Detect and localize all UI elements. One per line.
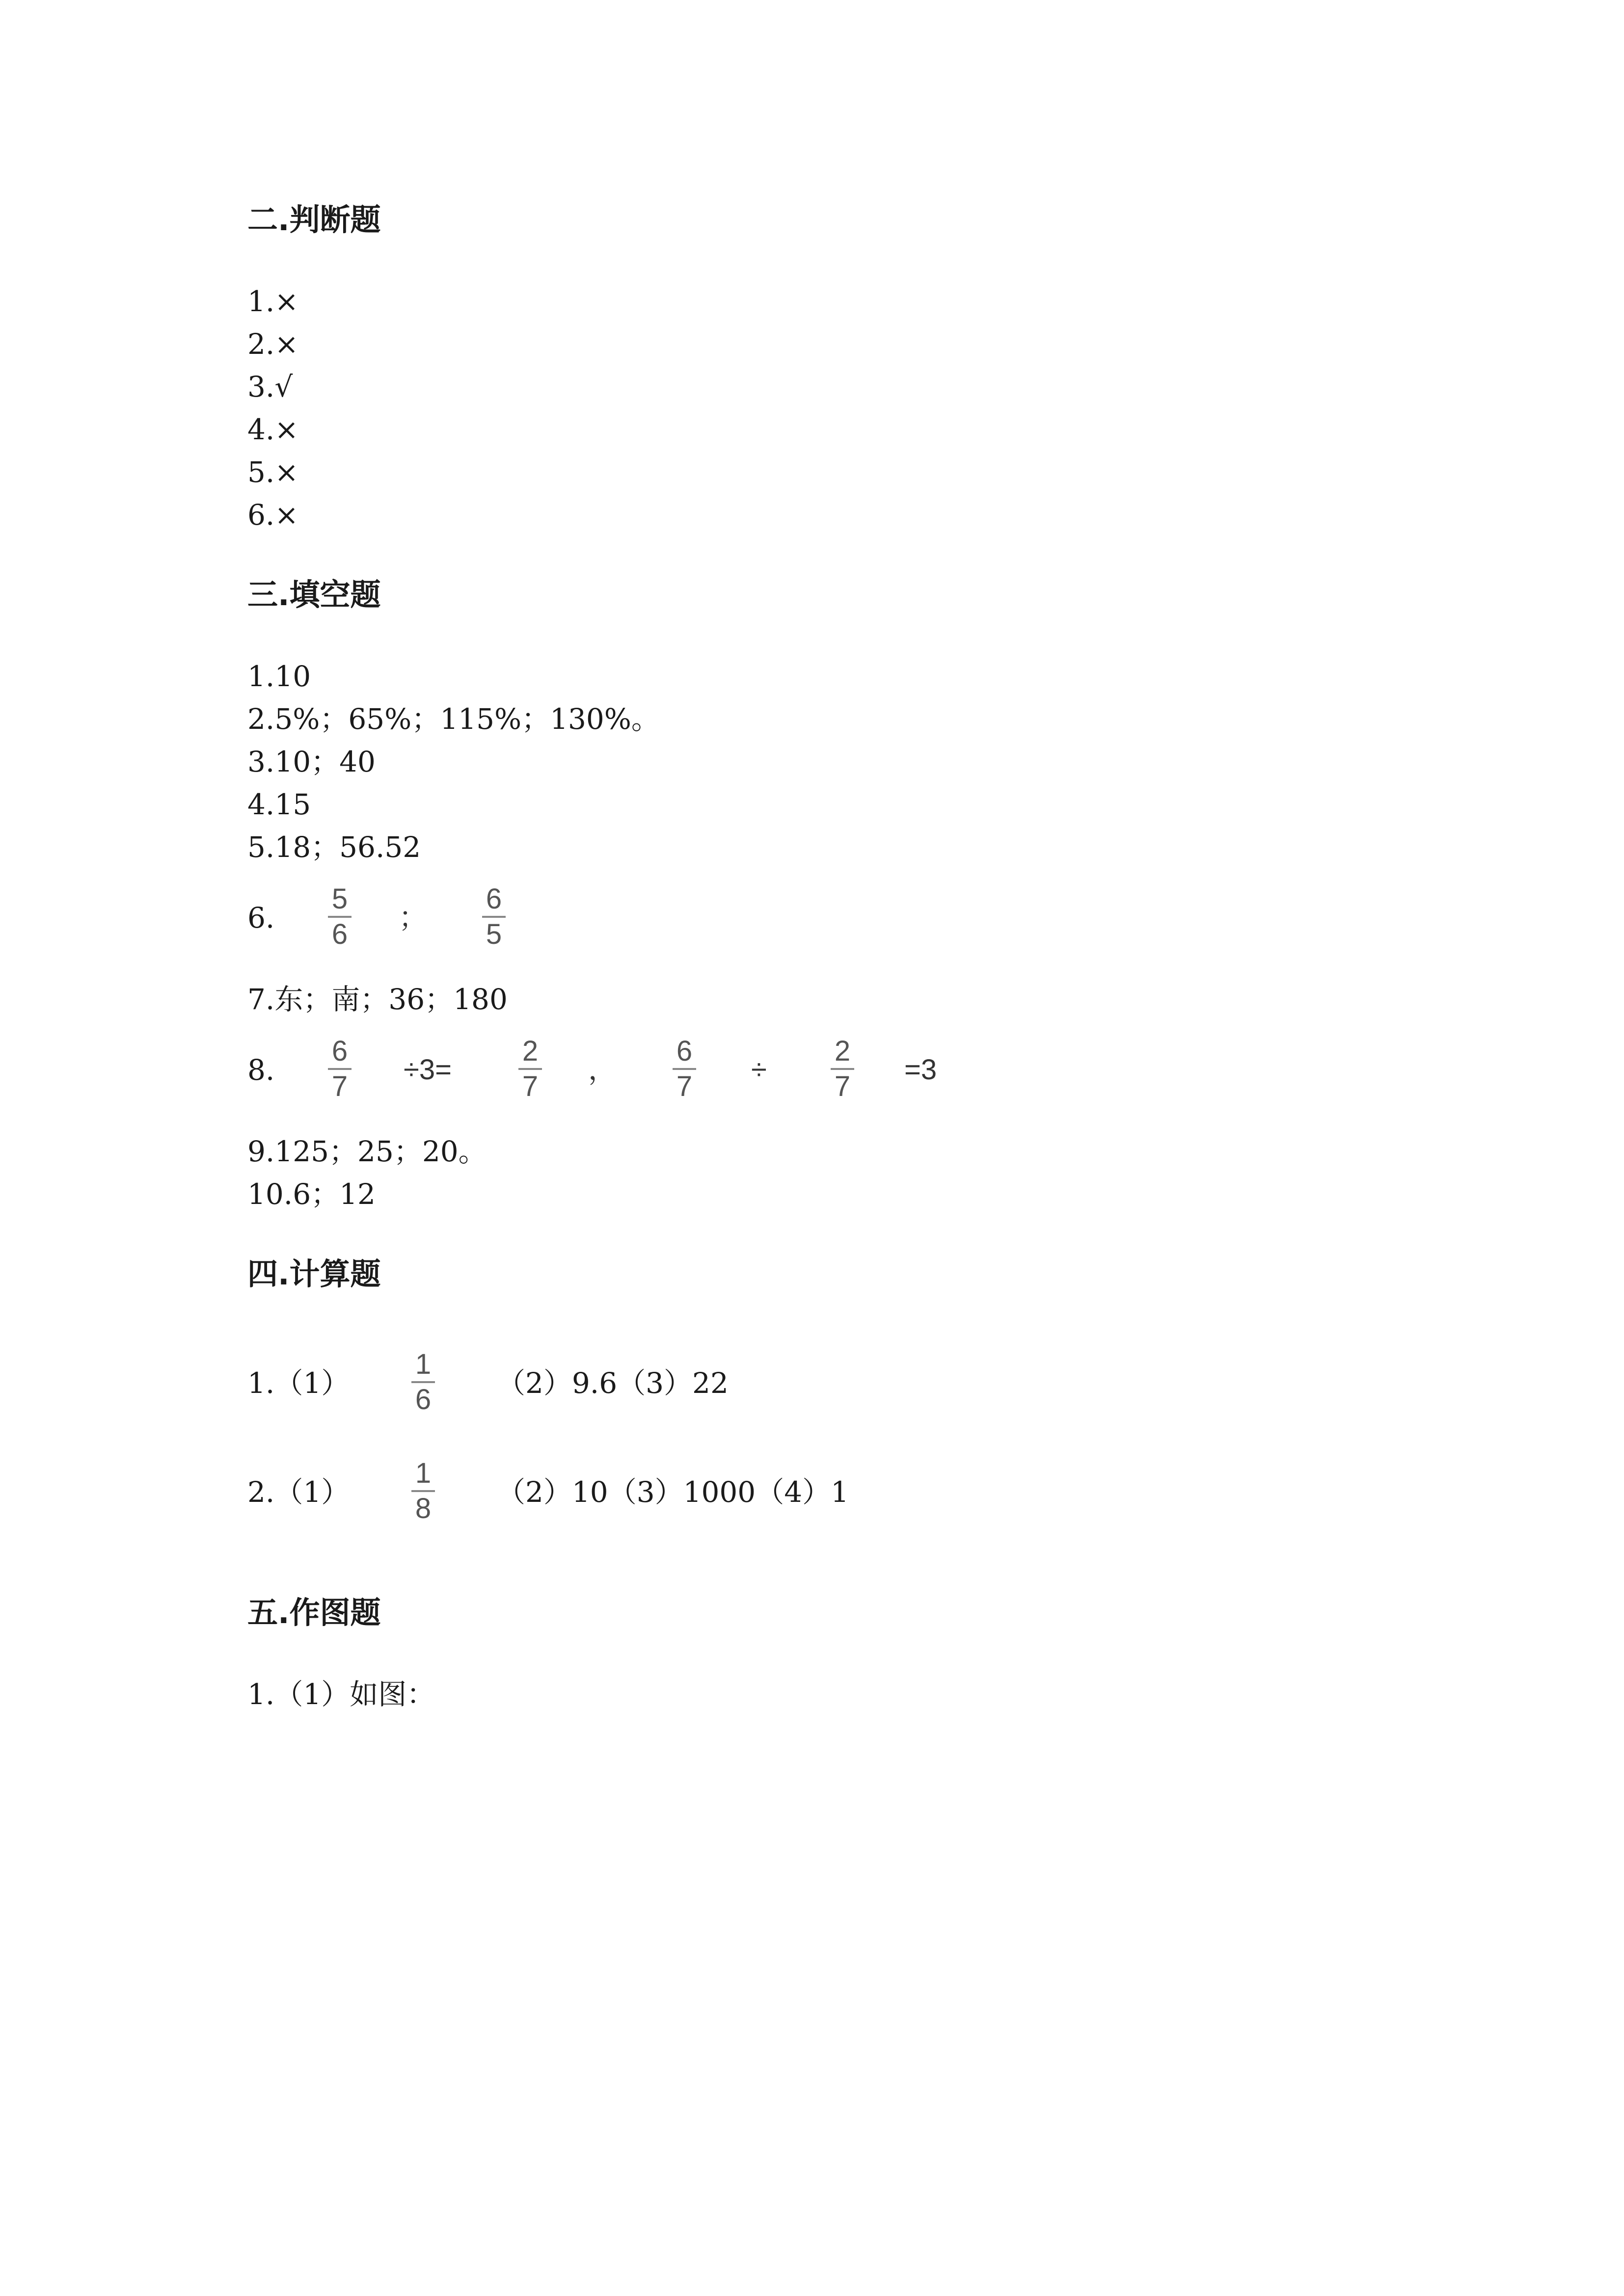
division-operator: ÷3= bbox=[404, 1054, 452, 1086]
comma: ， bbox=[588, 1054, 617, 1086]
section-title-fill: 三.填空题 bbox=[247, 577, 381, 613]
fraction-bar bbox=[411, 1490, 435, 1492]
fraction-denominator: 7 bbox=[676, 1070, 693, 1102]
fraction bbox=[829, 1036, 856, 1102]
fraction-numerator: 2 bbox=[834, 1035, 851, 1067]
judge-answer-5: 5.× bbox=[247, 455, 298, 489]
judge-answer-4: 4.× bbox=[247, 413, 298, 446]
judge-answer-2: 2.× bbox=[247, 327, 298, 361]
fill-answer-4: 4.15 bbox=[247, 788, 311, 821]
fraction-numerator: 5 bbox=[331, 883, 348, 915]
fraction-bar bbox=[328, 916, 352, 918]
section-title-judge: 二.判断题 bbox=[247, 202, 381, 238]
fill-answer-10: 10.6；12 bbox=[247, 1177, 376, 1211]
fraction bbox=[326, 1036, 353, 1102]
fraction bbox=[671, 1036, 698, 1102]
fraction-bar bbox=[328, 1068, 352, 1070]
calc-answer-1-label: 1.（1） bbox=[247, 1366, 350, 1400]
division-operator: ÷ bbox=[751, 1054, 767, 1086]
calc-answer-2-label: 2.（1） bbox=[247, 1475, 350, 1509]
equation-result: =3 bbox=[904, 1054, 937, 1086]
fraction-numerator: 1 bbox=[415, 1348, 432, 1380]
fraction-numerator: 1 bbox=[415, 1457, 432, 1489]
fraction-denominator: 8 bbox=[415, 1493, 432, 1524]
fraction bbox=[516, 1036, 544, 1102]
fraction-numerator: 6 bbox=[676, 1035, 693, 1067]
fraction-numerator: 2 bbox=[522, 1035, 539, 1067]
fill-answer-3: 3.10；40 bbox=[247, 745, 376, 778]
section-title-draw: 五.作图题 bbox=[247, 1595, 381, 1630]
fraction bbox=[480, 883, 508, 950]
calc-answer-1-rest: （2）9.6（3）22 bbox=[497, 1366, 729, 1400]
fraction bbox=[326, 883, 353, 950]
fraction-bar bbox=[482, 916, 506, 918]
section-title-calc: 四.计算题 bbox=[247, 1256, 381, 1292]
fraction-denominator: 7 bbox=[834, 1070, 851, 1102]
fraction-denominator: 6 bbox=[415, 1384, 432, 1415]
fraction-bar bbox=[673, 1068, 696, 1070]
fill-answer-9: 9.125；25；20。 bbox=[247, 1135, 487, 1168]
fraction-denominator: 7 bbox=[522, 1070, 539, 1102]
calc-answer-2-rest: （2）10（3）1000（4）1 bbox=[497, 1475, 849, 1509]
fill-answer-8-label: 8. bbox=[247, 1053, 275, 1087]
fraction bbox=[409, 1458, 437, 1524]
draw-answer-1: 1.（1）如图： bbox=[247, 1678, 435, 1711]
fill-answer-6-label: 6. bbox=[247, 901, 275, 934]
fill-answer-2: 2.5%；65%；115%；130%。 bbox=[247, 702, 660, 736]
fill-answer-5: 5.18；56.52 bbox=[247, 830, 421, 864]
fraction-numerator: 6 bbox=[486, 883, 502, 915]
fill-answer-7: 7.东；南；36；180 bbox=[247, 983, 508, 1016]
judge-answer-6: 6.× bbox=[247, 498, 298, 532]
fill-answer-1: 1.10 bbox=[247, 660, 311, 693]
fraction-bar bbox=[518, 1068, 542, 1070]
fraction-denominator: 5 bbox=[486, 918, 502, 950]
judge-answer-1: 1.× bbox=[247, 285, 298, 318]
fraction bbox=[409, 1349, 437, 1415]
fraction-bar bbox=[411, 1381, 435, 1383]
fraction-denominator: 7 bbox=[331, 1070, 348, 1102]
separator: ； bbox=[399, 902, 428, 934]
fraction-denominator: 6 bbox=[331, 918, 348, 950]
fraction-numerator: 6 bbox=[331, 1035, 348, 1067]
judge-answer-3: 3.√ bbox=[247, 370, 293, 403]
fraction-bar bbox=[831, 1068, 854, 1070]
